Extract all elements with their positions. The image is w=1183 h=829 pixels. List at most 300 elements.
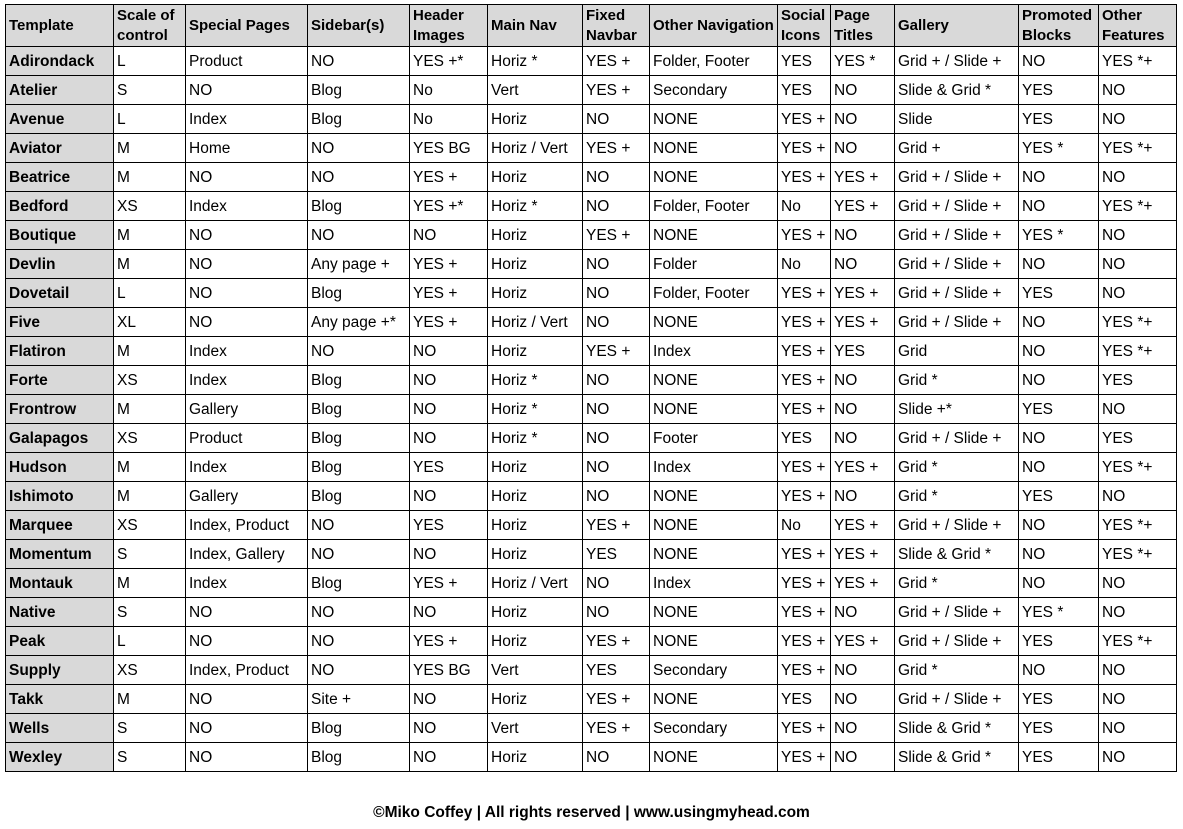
cell-scale: M xyxy=(114,395,186,424)
cell-template-name: Marquee xyxy=(6,511,114,540)
cell-special-pages: Index xyxy=(186,453,308,482)
cell-sidebars: NO xyxy=(308,656,410,685)
table-row xyxy=(6,134,1177,163)
cell-social-icons: YES + xyxy=(778,598,831,627)
table-row xyxy=(6,76,1177,105)
cell-other-navigation: Index xyxy=(650,337,778,366)
cell-promoted-blocks: NO xyxy=(1019,47,1099,76)
cell-fixed-navbar: NO xyxy=(583,395,650,424)
cell-social-icons: YES + xyxy=(778,453,831,482)
cell-scale: L xyxy=(114,105,186,134)
cell-gallery: Grid + / Slide + xyxy=(895,424,1019,453)
cell-social-icons: YES xyxy=(778,685,831,714)
cell-special-pages: NO xyxy=(186,279,308,308)
cell-main-nav: Vert xyxy=(488,656,583,685)
cell-main-nav: Horiz * xyxy=(488,192,583,221)
cell-special-pages: NO xyxy=(186,308,308,337)
cell-sidebars: Blog xyxy=(308,192,410,221)
cell-main-nav: Horiz xyxy=(488,453,583,482)
cell-page-titles: YES * xyxy=(831,47,895,76)
cell-gallery: Slide xyxy=(895,105,1019,134)
cell-promoted-blocks: NO xyxy=(1019,192,1099,221)
cell-social-icons: YES + xyxy=(778,221,831,250)
cell-other-features: YES xyxy=(1099,366,1177,395)
cell-main-nav: Horiz xyxy=(488,337,583,366)
cell-template-name: Takk xyxy=(6,685,114,714)
cell-sidebars: Blog xyxy=(308,395,410,424)
cell-header-images: No xyxy=(410,105,488,134)
cell-page-titles: NO xyxy=(831,366,895,395)
cell-main-nav: Vert xyxy=(488,714,583,743)
cell-template-name: Ishimoto xyxy=(6,482,114,511)
cell-header-images: NO xyxy=(410,714,488,743)
cell-promoted-blocks: NO xyxy=(1019,540,1099,569)
cell-other-navigation: Folder, Footer xyxy=(650,279,778,308)
table-row xyxy=(6,279,1177,308)
table-row xyxy=(6,453,1177,482)
col-header-promoted-blocks: Promoted Blocks xyxy=(1019,5,1099,47)
cell-social-icons: YES + xyxy=(778,569,831,598)
cell-scale: XS xyxy=(114,511,186,540)
cell-sidebars: Blog xyxy=(308,714,410,743)
cell-page-titles: NO xyxy=(831,221,895,250)
cell-main-nav: Vert xyxy=(488,76,583,105)
cell-gallery: Grid + / Slide + xyxy=(895,192,1019,221)
header-row xyxy=(6,5,1177,47)
cell-social-icons: No xyxy=(778,250,831,279)
cell-other-features: YES *+ xyxy=(1099,308,1177,337)
cell-other-navigation: Folder xyxy=(650,250,778,279)
cell-promoted-blocks: YES xyxy=(1019,76,1099,105)
cell-template-name: Beatrice xyxy=(6,163,114,192)
cell-other-navigation: Secondary xyxy=(650,714,778,743)
table-row xyxy=(6,569,1177,598)
cell-sidebars: NO xyxy=(308,221,410,250)
cell-template-name: Aviator xyxy=(6,134,114,163)
cell-header-images: NO xyxy=(410,598,488,627)
cell-page-titles: YES + xyxy=(831,453,895,482)
cell-scale: M xyxy=(114,569,186,598)
cell-sidebars: Blog xyxy=(308,743,410,772)
cell-promoted-blocks: YES xyxy=(1019,627,1099,656)
cell-other-navigation: NONE xyxy=(650,482,778,511)
cell-special-pages: Index xyxy=(186,569,308,598)
cell-header-images: NO xyxy=(410,366,488,395)
cell-other-navigation: Index xyxy=(650,569,778,598)
cell-header-images: NO xyxy=(410,395,488,424)
cell-promoted-blocks: YES * xyxy=(1019,598,1099,627)
cell-gallery: Grid * xyxy=(895,453,1019,482)
cell-template-name: Hudson xyxy=(6,453,114,482)
cell-header-images: YES + xyxy=(410,627,488,656)
cell-page-titles: YES + xyxy=(831,627,895,656)
cell-scale: XS xyxy=(114,424,186,453)
table-row xyxy=(6,250,1177,279)
cell-gallery: Grid * xyxy=(895,482,1019,511)
table-row xyxy=(6,105,1177,134)
cell-sidebars: Blog xyxy=(308,279,410,308)
cell-page-titles: NO xyxy=(831,250,895,279)
cell-template-name: Supply xyxy=(6,656,114,685)
cell-other-features: NO xyxy=(1099,250,1177,279)
cell-header-images: YES BG xyxy=(410,134,488,163)
cell-fixed-navbar: NO xyxy=(583,482,650,511)
cell-other-navigation: NONE xyxy=(650,598,778,627)
cell-page-titles: YES xyxy=(831,337,895,366)
cell-page-titles: NO xyxy=(831,743,895,772)
cell-special-pages: Index xyxy=(186,192,308,221)
cell-main-nav: Horiz * xyxy=(488,424,583,453)
cell-fixed-navbar: YES + xyxy=(583,221,650,250)
table-row xyxy=(6,395,1177,424)
cell-scale: M xyxy=(114,134,186,163)
cell-header-images: YES BG xyxy=(410,656,488,685)
cell-scale: M xyxy=(114,221,186,250)
cell-social-icons: No xyxy=(778,511,831,540)
table-row xyxy=(6,598,1177,627)
cell-other-features: YES *+ xyxy=(1099,192,1177,221)
cell-social-icons: YES + xyxy=(778,134,831,163)
cell-sidebars: Blog xyxy=(308,366,410,395)
table-row xyxy=(6,540,1177,569)
cell-header-images: NO xyxy=(410,540,488,569)
cell-other-navigation: Index xyxy=(650,453,778,482)
cell-scale: S xyxy=(114,598,186,627)
cell-promoted-blocks: NO xyxy=(1019,163,1099,192)
cell-promoted-blocks: NO xyxy=(1019,424,1099,453)
cell-other-navigation: NONE xyxy=(650,540,778,569)
col-header-template: Template xyxy=(6,5,114,47)
cell-special-pages: Index, Product xyxy=(186,511,308,540)
cell-promoted-blocks: YES xyxy=(1019,395,1099,424)
cell-main-nav: Horiz xyxy=(488,627,583,656)
col-header-fixed-navbar: Fixed Navbar xyxy=(583,5,650,47)
cell-social-icons: YES xyxy=(778,424,831,453)
col-header-social-icons: Social Icons xyxy=(778,5,831,47)
cell-template-name: Five xyxy=(6,308,114,337)
cell-special-pages: Home xyxy=(186,134,308,163)
cell-main-nav: Horiz xyxy=(488,221,583,250)
cell-sidebars: NO xyxy=(308,163,410,192)
cell-other-features: NO xyxy=(1099,569,1177,598)
cell-special-pages: NO xyxy=(186,221,308,250)
cell-main-nav: Horiz * xyxy=(488,47,583,76)
cell-scale: S xyxy=(114,540,186,569)
cell-sidebars: Blog xyxy=(308,482,410,511)
cell-fixed-navbar: NO xyxy=(583,598,650,627)
cell-sidebars: Blog xyxy=(308,424,410,453)
table-row xyxy=(6,511,1177,540)
cell-page-titles: NO xyxy=(831,134,895,163)
cell-promoted-blocks: NO xyxy=(1019,453,1099,482)
cell-fixed-navbar: YES xyxy=(583,540,650,569)
cell-other-features: NO xyxy=(1099,279,1177,308)
cell-special-pages: Index, Product xyxy=(186,656,308,685)
cell-fixed-navbar: YES + xyxy=(583,714,650,743)
cell-scale: M xyxy=(114,482,186,511)
cell-other-navigation: Footer xyxy=(650,424,778,453)
table-row xyxy=(6,482,1177,511)
cell-template-name: Wells xyxy=(6,714,114,743)
cell-promoted-blocks: YES xyxy=(1019,685,1099,714)
cell-scale: M xyxy=(114,685,186,714)
table-row xyxy=(6,424,1177,453)
cell-header-images: NO xyxy=(410,221,488,250)
cell-promoted-blocks: YES xyxy=(1019,714,1099,743)
cell-special-pages: Product xyxy=(186,424,308,453)
cell-header-images: YES + xyxy=(410,250,488,279)
cell-page-titles: NO xyxy=(831,598,895,627)
cell-gallery: Grid + / Slide + xyxy=(895,279,1019,308)
cell-other-navigation: NONE xyxy=(650,105,778,134)
cell-gallery: Grid * xyxy=(895,656,1019,685)
cell-gallery: Slide & Grid * xyxy=(895,714,1019,743)
cell-template-name: Flatiron xyxy=(6,337,114,366)
cell-sidebars: NO xyxy=(308,47,410,76)
cell-header-images: NO xyxy=(410,482,488,511)
cell-scale: S xyxy=(114,743,186,772)
cell-sidebars: NO xyxy=(308,627,410,656)
cell-special-pages: Gallery xyxy=(186,482,308,511)
cell-main-nav: Horiz * xyxy=(488,366,583,395)
cell-social-icons: YES + xyxy=(778,482,831,511)
template-comparison-table xyxy=(5,4,1177,772)
cell-template-name: Avenue xyxy=(6,105,114,134)
cell-scale: S xyxy=(114,76,186,105)
cell-header-images: YES xyxy=(410,511,488,540)
cell-promoted-blocks: YES xyxy=(1019,105,1099,134)
cell-special-pages: NO xyxy=(186,627,308,656)
cell-special-pages: NO xyxy=(186,685,308,714)
cell-template-name: Dovetail xyxy=(6,279,114,308)
col-header-special-pages: Special Pages xyxy=(186,5,308,47)
cell-fixed-navbar: YES + xyxy=(583,685,650,714)
cell-other-features: YES *+ xyxy=(1099,511,1177,540)
cell-social-icons: YES + xyxy=(778,366,831,395)
cell-social-icons: YES + xyxy=(778,308,831,337)
cell-gallery: Grid + / Slide + xyxy=(895,47,1019,76)
cell-fixed-navbar: YES xyxy=(583,656,650,685)
cell-header-images: YES + xyxy=(410,279,488,308)
cell-other-navigation: Folder, Footer xyxy=(650,47,778,76)
cell-fixed-navbar: NO xyxy=(583,105,650,134)
table-row xyxy=(6,192,1177,221)
table-row xyxy=(6,627,1177,656)
cell-scale: M xyxy=(114,337,186,366)
cell-promoted-blocks: YES * xyxy=(1019,134,1099,163)
cell-promoted-blocks: NO xyxy=(1019,250,1099,279)
table-row xyxy=(6,685,1177,714)
cell-special-pages: Gallery xyxy=(186,395,308,424)
cell-other-features: NO xyxy=(1099,656,1177,685)
cell-gallery: Grid + / Slide + xyxy=(895,511,1019,540)
cell-scale: M xyxy=(114,163,186,192)
cell-social-icons: YES + xyxy=(778,743,831,772)
comparison-sheet xyxy=(5,4,1176,772)
cell-other-features: YES *+ xyxy=(1099,453,1177,482)
cell-promoted-blocks: YES xyxy=(1019,279,1099,308)
cell-social-icons: YES + xyxy=(778,105,831,134)
cell-fixed-navbar: YES + xyxy=(583,511,650,540)
cell-main-nav: Horiz xyxy=(488,743,583,772)
cell-page-titles: NO xyxy=(831,395,895,424)
cell-sidebars: NO xyxy=(308,598,410,627)
cell-other-features: NO xyxy=(1099,598,1177,627)
cell-social-icons: YES + xyxy=(778,337,831,366)
cell-promoted-blocks: NO xyxy=(1019,569,1099,598)
cell-promoted-blocks: NO xyxy=(1019,308,1099,337)
cell-header-images: NO xyxy=(410,685,488,714)
cell-page-titles: NO xyxy=(831,714,895,743)
cell-fixed-navbar: YES + xyxy=(583,76,650,105)
cell-sidebars: Any page +* xyxy=(308,308,410,337)
cell-promoted-blocks: YES xyxy=(1019,482,1099,511)
cell-page-titles: YES + xyxy=(831,163,895,192)
cell-social-icons: YES xyxy=(778,47,831,76)
cell-header-images: NO xyxy=(410,337,488,366)
cell-special-pages: NO xyxy=(186,743,308,772)
cell-other-features: YES *+ xyxy=(1099,47,1177,76)
cell-promoted-blocks: NO xyxy=(1019,337,1099,366)
cell-gallery: Grid * xyxy=(895,569,1019,598)
cell-template-name: Wexley xyxy=(6,743,114,772)
cell-sidebars: Blog xyxy=(308,105,410,134)
cell-sidebars: NO xyxy=(308,511,410,540)
cell-other-features: NO xyxy=(1099,743,1177,772)
col-header-other-navigation: Other Navigation xyxy=(650,5,778,47)
cell-special-pages: NO xyxy=(186,714,308,743)
cell-gallery: Slide & Grid * xyxy=(895,743,1019,772)
cell-page-titles: NO xyxy=(831,105,895,134)
cell-header-images: YES + xyxy=(410,308,488,337)
cell-template-name: Bedford xyxy=(6,192,114,221)
cell-gallery: Slide & Grid * xyxy=(895,76,1019,105)
cell-gallery: Grid + / Slide + xyxy=(895,163,1019,192)
cell-social-icons: YES + xyxy=(778,395,831,424)
table-row xyxy=(6,337,1177,366)
table-row xyxy=(6,366,1177,395)
cell-header-images: NO xyxy=(410,743,488,772)
cell-other-navigation: NONE xyxy=(650,685,778,714)
cell-main-nav: Horiz xyxy=(488,482,583,511)
cell-other-features: YES *+ xyxy=(1099,134,1177,163)
cell-other-navigation: NONE xyxy=(650,395,778,424)
cell-template-name: Montauk xyxy=(6,569,114,598)
cell-other-features: NO xyxy=(1099,221,1177,250)
cell-special-pages: NO xyxy=(186,598,308,627)
cell-social-icons: No xyxy=(778,192,831,221)
cell-special-pages: NO xyxy=(186,250,308,279)
cell-page-titles: NO xyxy=(831,656,895,685)
cell-social-icons: YES + xyxy=(778,627,831,656)
cell-other-features: YES *+ xyxy=(1099,540,1177,569)
cell-sidebars: NO xyxy=(308,134,410,163)
cell-sidebars: NO xyxy=(308,540,410,569)
cell-header-images: YES xyxy=(410,453,488,482)
col-header-page-titles: Page Titles xyxy=(831,5,895,47)
copyright-footer: ©Miko Coffey | All rights reserved | www.usingmyhead.com xyxy=(373,804,810,821)
cell-sidebars: Blog xyxy=(308,453,410,482)
cell-scale: XL xyxy=(114,308,186,337)
cell-gallery: Slide & Grid * xyxy=(895,540,1019,569)
cell-other-features: NO xyxy=(1099,395,1177,424)
cell-social-icons: YES + xyxy=(778,540,831,569)
cell-other-features: NO xyxy=(1099,163,1177,192)
cell-special-pages: Index, Gallery xyxy=(186,540,308,569)
cell-header-images: NO xyxy=(410,424,488,453)
cell-scale: M xyxy=(114,453,186,482)
cell-scale: S xyxy=(114,714,186,743)
cell-other-features: NO xyxy=(1099,482,1177,511)
cell-special-pages: NO xyxy=(186,163,308,192)
cell-fixed-navbar: NO xyxy=(583,569,650,598)
cell-header-images: YES + xyxy=(410,163,488,192)
cell-gallery: Grid xyxy=(895,337,1019,366)
cell-promoted-blocks: NO xyxy=(1019,656,1099,685)
cell-other-navigation: Secondary xyxy=(650,656,778,685)
cell-fixed-navbar: NO xyxy=(583,424,650,453)
cell-gallery: Slide +* xyxy=(895,395,1019,424)
cell-header-images: YES + xyxy=(410,569,488,598)
cell-main-nav: Horiz xyxy=(488,163,583,192)
cell-main-nav: Horiz / Vert xyxy=(488,308,583,337)
cell-gallery: Grid + / Slide + xyxy=(895,250,1019,279)
cell-header-images: YES +* xyxy=(410,192,488,221)
cell-other-features: NO xyxy=(1099,714,1177,743)
cell-main-nav: Horiz * xyxy=(488,395,583,424)
cell-gallery: Grid + / Slide + xyxy=(895,308,1019,337)
cell-fixed-navbar: YES + xyxy=(583,47,650,76)
cell-other-features: NO xyxy=(1099,76,1177,105)
cell-page-titles: YES + xyxy=(831,279,895,308)
cell-other-features: NO xyxy=(1099,685,1177,714)
cell-template-name: Peak xyxy=(6,627,114,656)
cell-fixed-navbar: YES + xyxy=(583,134,650,163)
cell-other-navigation: Secondary xyxy=(650,76,778,105)
col-header-other-features: Other Features xyxy=(1099,5,1177,47)
cell-template-name: Momentum xyxy=(6,540,114,569)
cell-other-features: NO xyxy=(1099,105,1177,134)
cell-sidebars: Blog xyxy=(308,569,410,598)
col-header-main-nav: Main Nav xyxy=(488,5,583,47)
cell-template-name: Galapagos xyxy=(6,424,114,453)
cell-promoted-blocks: NO xyxy=(1019,511,1099,540)
cell-page-titles: NO xyxy=(831,424,895,453)
table-row xyxy=(6,656,1177,685)
cell-main-nav: Horiz xyxy=(488,598,583,627)
cell-other-navigation: Folder, Footer xyxy=(650,192,778,221)
cell-main-nav: Horiz xyxy=(488,540,583,569)
cell-gallery: Grid + / Slide + xyxy=(895,627,1019,656)
cell-scale: XS xyxy=(114,656,186,685)
cell-promoted-blocks: NO xyxy=(1019,366,1099,395)
cell-other-navigation: NONE xyxy=(650,627,778,656)
cell-promoted-blocks: YES * xyxy=(1019,221,1099,250)
cell-header-images: YES +* xyxy=(410,47,488,76)
cell-scale: M xyxy=(114,250,186,279)
cell-page-titles: YES + xyxy=(831,308,895,337)
cell-scale: L xyxy=(114,627,186,656)
table-row xyxy=(6,714,1177,743)
cell-template-name: Native xyxy=(6,598,114,627)
cell-template-name: Boutique xyxy=(6,221,114,250)
table-row xyxy=(6,221,1177,250)
cell-other-features: YES xyxy=(1099,424,1177,453)
cell-main-nav: Horiz / Vert xyxy=(488,569,583,598)
cell-fixed-navbar: YES + xyxy=(583,627,650,656)
cell-main-nav: Horiz xyxy=(488,511,583,540)
cell-template-name: Forte xyxy=(6,366,114,395)
